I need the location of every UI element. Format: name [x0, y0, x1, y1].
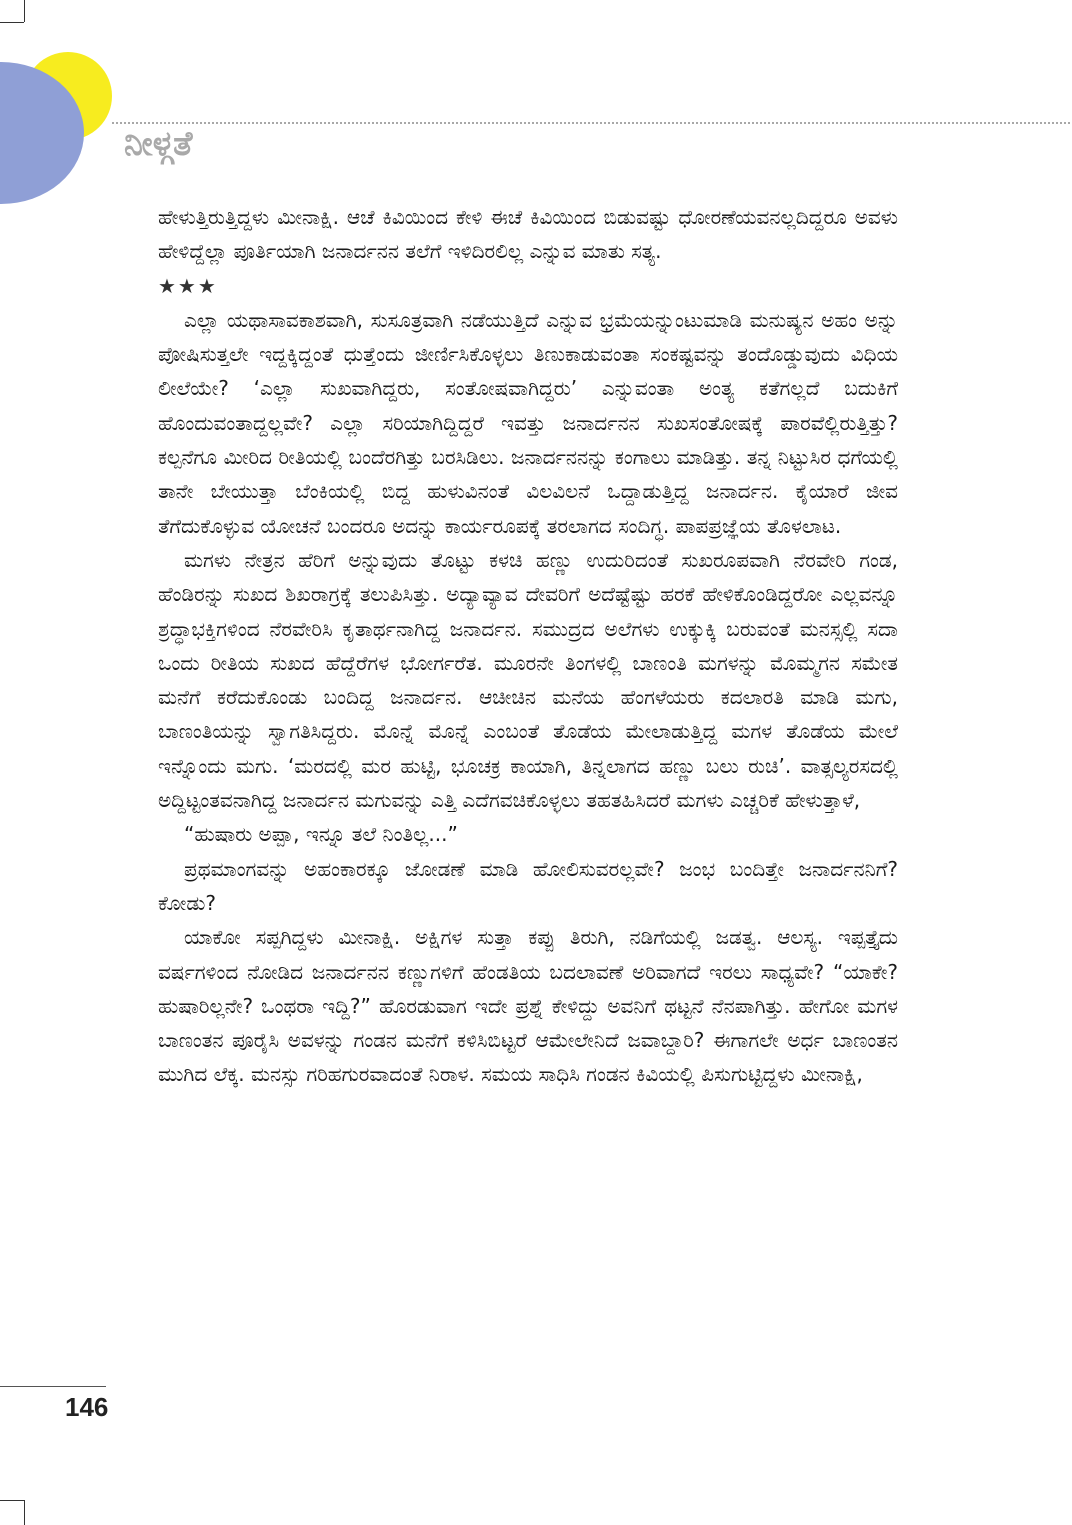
section-separator: ★★★: [158, 273, 218, 298]
paragraph: ಮಗಳು ನೇತ್ರನ ಹೆರಿಗೆ ಅನ್ನುವುದು ತೊಟ್ಟು ಕಳಚಿ ಹಣ್ಣು ಉದುರಿದಂತೆ ಸುಖರೂಪವಾಗಿ ನೆರವೇರಿ ಗಂಡ, ಹೆಂಡಿರನ್ನು ಸುಖದ ಶಿಖರಾಗ್ರಕ್ಕೆ ತಲುಪಿಸಿತ್ತು. ಅದ್ಯಾವ್ಯಾವ ದೇವರಿಗೆ ಅದೆಷ್ಟೆಷ್ಟು ಹರಕೆ ಹೇಳಿಕೊಂಡಿದ್ದರೋ ಎಲ್ಲವನ್ನೂ ಶ್ರದ್ಧಾಭಕ್ತಿಗಳಿಂದ ನೆರವೇರಿಸಿ ಕೃತಾರ್ಥನಾಗಿದ್ದ ಜನಾರ್ದನ. ಸಮುದ್ರದ ಅಲೆಗಳು ಉಕ್ಕುಕ್ಕಿ ಬರುವಂತೆ ಮನಸ್ಸಲ್ಲಿ ಸದಾ ಒಂದು ರೀತಿಯ ಸುಖದ ಹೆದ್ದೆರೆಗಳ ಭೋರ್ಗರೆತ. ಮೂರನೇ ತಿಂಗಳಲ್ಲಿ ಬಾಣಂತಿ ಮಗಳನ್ನು ಮೊಮ್ಮಗನ ಸಮೇತ ಮನೆಗೆ ಕರೆದುಕೊಂಡು ಬಂದಿದ್ದ ಜನಾರ್ದನ. ಆಚೀಚಿನ ಮನೆಯ ಹೆಂಗಳೆಯರು ಕದಲಾರತಿ ಮಾಡಿ ಮಗು, ಬಾಣಂತಿಯನ್ನು ಸ್ವಾಗತಿಸಿದ್ದರು. ಮೊನ್ನೆ ಮೊನ್ನೆ ಎಂಬಂತೆ ತೊಡೆಯ ಮೇಲಾಡುತ್ತಿದ್ದ ಮಗಳ ತೊಡೆಯ ಮೇಲೆ ಇನ್ನೊಂದು ಮಗು. ‘ಮರದಲ್ಲಿ ಮರ ಹುಟ್ಟಿ, ಭೂಚಕ್ರ ಕಾಯಾಗಿ, ತಿನ್ನಲಾಗದ ಹಣ್ಣು ಬಲು ರುಚಿ’. ವಾತ್ಸಲ್ಯರಸದಲ್ಲಿ ಅದ್ದಿಟ್ಟಂತವನಾಗಿದ್ದ ಜನಾರ್ದನ ಮಗುವನ್ನು ಎತ್ತಿ ಎದೆಗವಚಿಕೊಳ್ಳಲು ತಹತಹಿಸಿದರೆ ಮಗಳು ಎಚ್ಚರಿಕೆ ಹೇಳುತ್ತಾಳೆ,: [158, 547, 898, 813]
running-title: ನೀಳ್ಗತೆ: [124, 124, 193, 164]
header-dotted-rule: [112, 122, 1070, 124]
paragraph-dialogue: “ಹುಷಾರು ಅಪ್ಪಾ, ಇನ್ನೂ ತಲೆ ನಿಂತಿಲ್ಲ...”: [184, 822, 458, 847]
crop-mark-bottom: [24, 1500, 25, 1525]
crop-mark-top: [24, 0, 25, 22]
crop-mark-bottom-horizontal: [0, 1500, 24, 1501]
paragraph: ಪ್ರಥಮಾಂಗವನ್ನು ಅಹಂಕಾರಕ್ಕೂ ಜೋಡಣೆ ಮಾಡಿ ಹೋಲಿಸುವರಲ್ಲವೇ? ಜಂಭ ಬಂದಿತ್ತೇ ಜನಾರ್ದನನಿಗೆ? ಕೋಡು?: [158, 856, 898, 915]
crop-mark-top-horizontal: [0, 22, 24, 23]
paragraph-continued: ಹೇಳುತ್ತಿರುತ್ತಿದ್ದಳು ಮೀನಾಕ್ಷಿ. ಆಚೆ ಕಿವಿಯಿಂದ ಕೇಳಿ ಈಚೆ ಕಿವಿಯಿಂದ ಬಿಡುವಷ್ಟು ಧೋರಣೆಯವನಲ್ಲದಿದ್ದರೂ ಅವಳು ಹೇಳಿದ್ದೆಲ್ಲಾ ಪೂರ್ತಿಯಾಗಿ ಜನಾರ್ದನನ ತಲೆಗೆ ಇಳಿದಿರಲಿಲ್ಲ ಎನ್ನುವ ಮಾತು ಸತ್ಯ.: [158, 205, 898, 264]
paragraph: ಯಾಕೋ ಸಪ್ಪಗಿದ್ದಳು ಮೀನಾಕ್ಷಿ. ಅಕ್ಷಿಗಳ ಸುತ್ತಾ ಕಪ್ಪು ತಿರುಗಿ, ನಡಿಗೆಯಲ್ಲಿ ಜಡತ್ವ. ಆಲಸ್ಯ. ಇಪ್ಪತ್ತೈದು ವರ್ಷಗಳಿಂದ ನೋಡಿದ ಜನಾರ್ದನನ ಕಣ್ಣುಗಳಿಗೆ ಹೆಂಡತಿಯ ಬದಲಾವಣೆ ಅರಿವಾಗದೆ ಇರಲು ಸಾಧ್ಯವೇ? “ಯಾಕೇ? ಹುಷಾರಿಲ್ಲನೇ? ಒಂಥರಾ ಇದ್ದಿ?” ಹೊರಡುವಾಗ ಇದೇ ಪ್ರಶ್ನೆ ಕೇಳಿದ್ದು ಅವನಿಗೆ ಥಟ್ಟನೆ ನೆನಪಾಗಿತ್ತು. ಹೇಗೋ ಮಗಳ ಬಾಣಂತನ ಪೂರೈಸಿ ಅವಳನ್ನು ಗಂಡನ ಮನೆಗೆ ಕಳಿಸಿಬಿಟ್ಟರೆ ಆಮೇಲೇನಿದೆ ಜವಾಬ್ದಾರಿ? ಈಗಾಗಲೇ ಅರ್ಧ ಬಾಣಂತನ ಮುಗಿದ ಲೆಕ್ಕ. ಮನಸ್ಸು ಗರಿಹಗುರವಾದಂತೆ ನಿರಾಳ. ಸಮಯ ಸಾಧಿಸಿ ಗಂಡನ ಕಿವಿಯಲ್ಲಿ ಪಿಸುಗುಟ್ಟಿದ್ದಳು ಮೀನಾಕ್ಷಿ,: [158, 925, 898, 1087]
page-number: 146: [65, 1392, 109, 1422]
page-body: [158, 200, 898, 1092]
paragraph: ಎಲ್ಲಾ ಯಥಾಸಾವಕಾಶವಾಗಿ, ಸುಸೂತ್ರವಾಗಿ ನಡೆಯುತ್ತಿದೆ ಎನ್ನುವ ಭ್ರಮೆಯನ್ನುಂಟುಮಾಡಿ ಮನುಷ್ಯನ ಅಹಂ ಅನ್ನು ಪೋಷಿಸುತ್ತಲೇ ಇದ್ದಕ್ಕಿದ್ದಂತೆ ಧುತ್ತೆಂದು ಜೀರ್ಣಿಸಿಕೊಳ್ಳಲು ತಿಣುಕಾಡುವಂತಾ ಸಂಕಷ್ಟವನ್ನು ತಂದೊಡ್ಡುವುದು ವಿಧಿಯ ಲೀಲೆಯೇ? ‘ಎಲ್ಲಾ ಸುಖವಾಗಿದ್ದರು, ಸಂತೋಷವಾಗಿದ್ದರು’ ಎನ್ನುವಂತಾ ಅಂತ್ಯ ಕತೆಗಲ್ಲದೆ ಬದುಕಿಗೆ ಹೊಂದುವಂತಾದ್ದಲ್ಲವೇ? ಎಲ್ಲಾ ಸರಿಯಾಗಿದ್ದಿದ್ದರೆ ಇವತ್ತು ಜನಾರ್ದನನ ಸುಖಸಂತೋಷಕ್ಕೆ ಪಾರವೆಲ್ಲಿರುತ್ತಿತ್ತು? ಕಲ್ಪನೆಗೂ ಮೀರಿದ ರೀತಿಯಲ್ಲಿ ಬಂದೆರಗಿತ್ತು ಬರಸಿಡಿಲು. ಜನಾರ್ದನನನ್ನು ಕಂಗಾಲು ಮಾಡಿತ್ತು. ತನ್ನ ನಿಟ್ಟುಸಿರ ಧಗೆಯಲ್ಲಿ ತಾನೇ ಬೇಯುತ್ತಾ ಬೆಂಕಿಯಲ್ಲಿ ಬಿದ್ದ ಹುಳುವಿನಂತೆ ವಿಲವಿಲನೆ ಒದ್ದಾಡುತ್ತಿದ್ದ ಜನಾರ್ದನ. ಕೈಯಾರೆ ಜೀವ ತೆಗೆದುಕೊಳ್ಳುವ ಯೋಚನೆ ಬಂದರೂ ಅದನ್ನು ಕಾರ್ಯರೂಪಕ್ಕೆ ತರಲಾಗದ ಸಂದಿಗ್ಧ. ಪಾಪಪ್ರಜ್ಞೆಯ ತೊಳಲಾಟ.: [158, 307, 898, 538]
footer-rule: [0, 1386, 106, 1387]
